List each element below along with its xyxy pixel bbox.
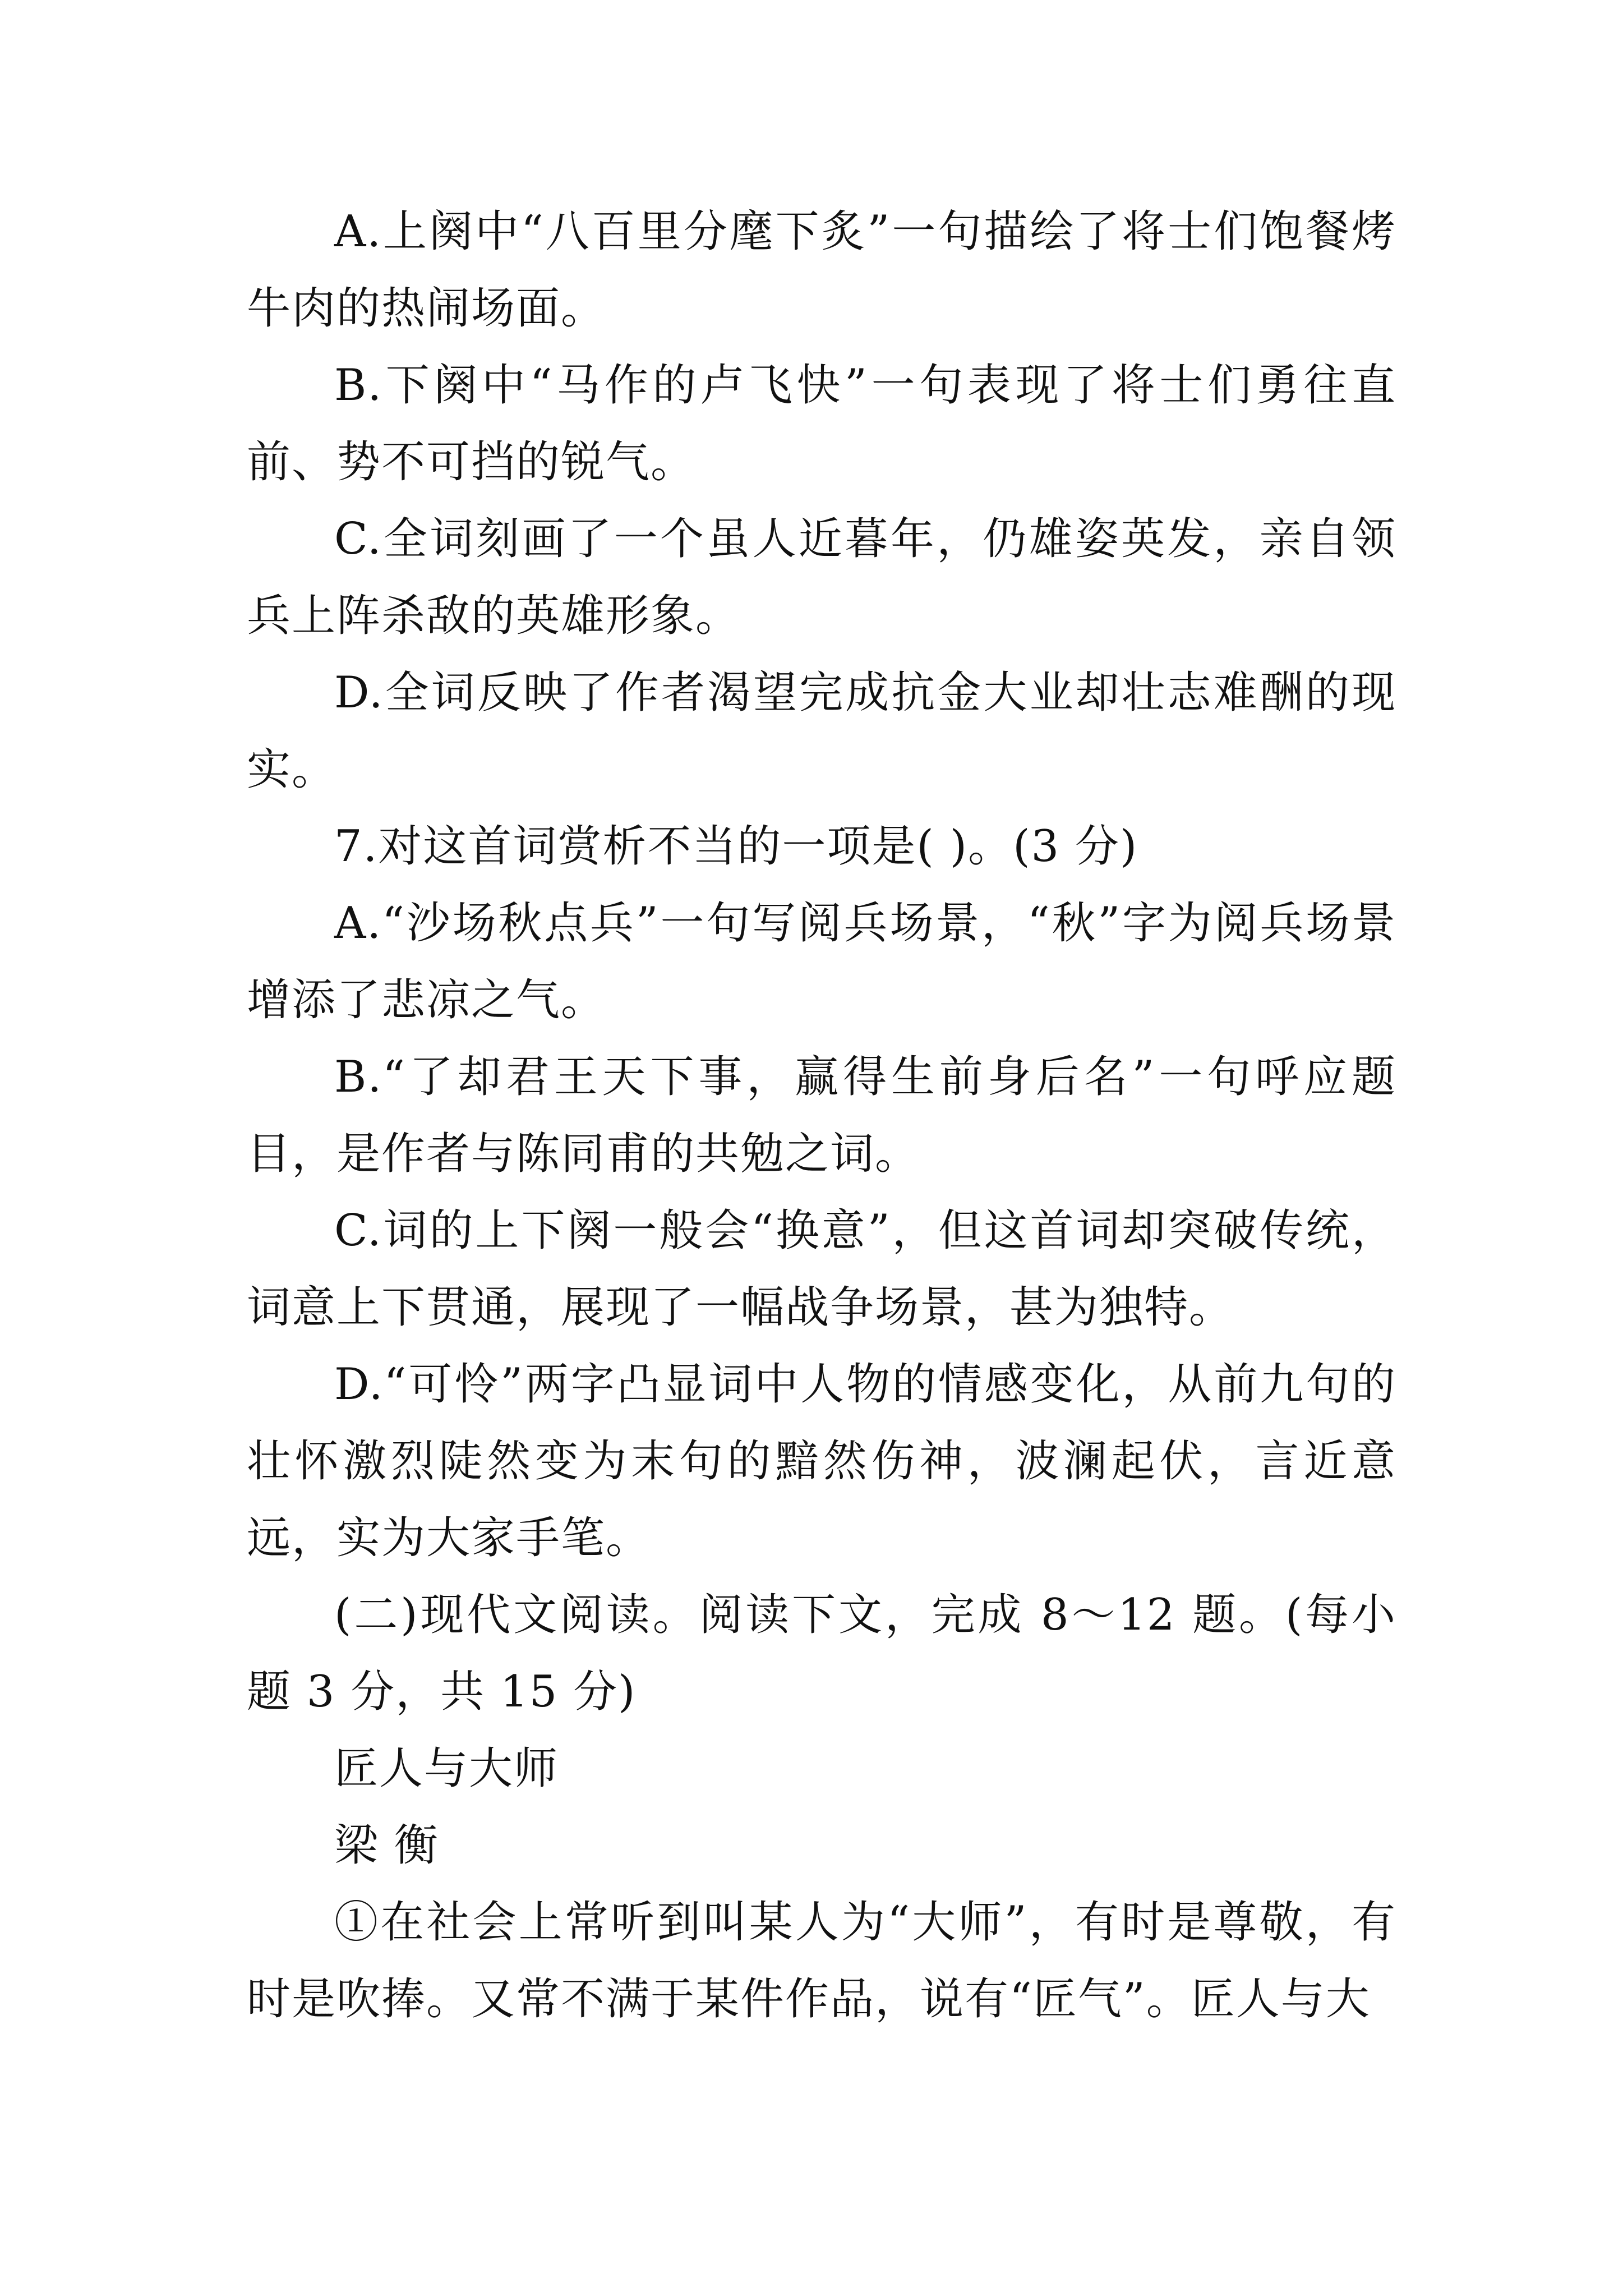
q7-option-a: A.“沙场秋点兵”一句写阅兵场景，“秋”字为阅兵场景增添了悲凉之气。 [247,898,1396,1025]
option-a-upper-stanza: A.上阕中“八百里分麾下炙”一句描绘了将士们饱餐烤牛肉的热闹场面。 [247,206,1396,334]
article-paragraph-1: ①在社会上常听到叫某人为“大师”，有时是尊敬，有时是吹捧。又常不满于某件作品，说有“匠气”。匠人与大 [247,1897,1396,2024]
q7-option-b: B.“了却君王天下事，赢得生前身后名”一句呼应题目，是作者与陈同甫的共勉之词。 [247,1052,1396,1179]
article-title: 匠人与大师 [334,1743,559,1794]
q7-option-c: C.词的上下阕一般会“换意”，但这首词却突破传统，词意上下贯通，展现了一幅战争场景，甚为独特。 [247,1205,1396,1333]
option-c-hero-image: C.全词刻画了一个虽人近暮年，仍雄姿英发，亲自领兵上阵杀敌的英雄形象。 [247,514,1396,641]
option-b-lower-stanza: B.下阕中“马作的卢飞快”一句表现了将士们勇往直前、势不可挡的锐气。 [247,360,1396,487]
option-d-reality: D.全词反映了作者渴望完成抗金大业却壮志难酬的现实。 [247,668,1396,795]
section-heading-modern-reading: (二)现代文阅读。阅读下文，完成 8～12 题。(每小题 3 分，共 15 分) [247,1590,1396,1717]
question-7: 7.对这首词赏析不当的一项是( )。(3 分) [334,821,1138,872]
document-page [247,194,1396,2038]
article-author: 梁 衡 [334,1820,439,1871]
q7-option-d: D.“可怜”两字凸显词中人物的情感变化，从前九句的壮怀激烈陡然变为末句的黯然伤神，波澜起伏，言近意远，实为大家手笔。 [247,1359,1396,1563]
